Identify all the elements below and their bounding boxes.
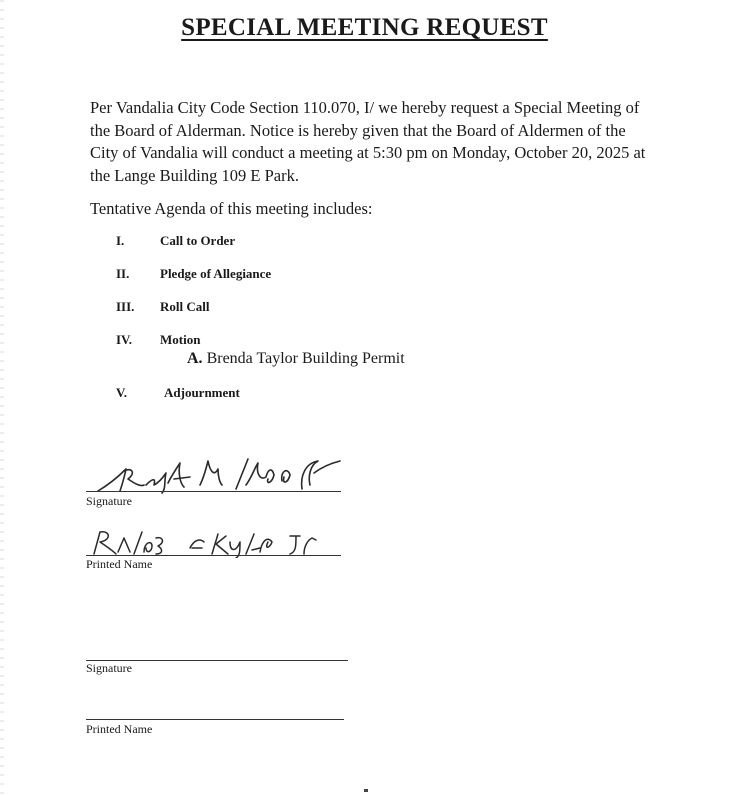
handwritten-signature bbox=[96, 455, 346, 495]
agenda-item-call-to-order bbox=[116, 233, 235, 249]
printed-name-label-2: Printed Name bbox=[86, 722, 153, 736]
agenda-number: I. bbox=[116, 233, 125, 248]
agenda-number: III. bbox=[116, 299, 135, 314]
scan-mark bbox=[364, 789, 368, 792]
scan-edge-marks bbox=[0, 0, 4, 796]
signature-label-2: Signature bbox=[86, 661, 132, 675]
agenda-item-roll-call bbox=[116, 299, 209, 315]
agenda-item-pledge bbox=[116, 266, 271, 282]
printed-name-label: Printed Name bbox=[86, 557, 153, 571]
agenda-label: Call to Order bbox=[160, 233, 236, 248]
document-title bbox=[0, 14, 729, 42]
request-paragraph: Per Vandalia City Code Section 110.070, I/ we hereby request a Special Meeting of the Board of Alderman. Notice is hereby given that the Board of Aldermen of the City of Vandalia will conduct a meeting at 5:30 pm on Monday, October 20, 2025 at the Lange Building 109 E Park. bbox=[90, 98, 646, 185]
printed-name-line-2 bbox=[86, 719, 344, 720]
agenda-number: II. bbox=[116, 266, 130, 281]
agenda-intro: Tentative Agenda of this meeting includes: bbox=[90, 199, 373, 218]
agenda-label: Adjournment bbox=[164, 385, 240, 400]
agenda-item-motion bbox=[116, 332, 200, 348]
agenda-label: Motion bbox=[160, 332, 201, 347]
agenda-number: V. bbox=[116, 385, 127, 400]
agenda-sub-text: Brenda Taylor Building Permit bbox=[206, 350, 405, 367]
printed-name-line bbox=[86, 555, 341, 556]
agenda-sub-letter: A. bbox=[187, 350, 203, 367]
agenda-number: IV. bbox=[116, 332, 133, 347]
signature-label: Signature bbox=[86, 494, 132, 508]
agenda-label: Pledge of Allegiance bbox=[160, 266, 272, 281]
agenda-label: Roll Call bbox=[160, 299, 210, 314]
handwritten-printed-name bbox=[90, 528, 340, 558]
agenda-item-adjournment bbox=[116, 385, 240, 401]
signature-line bbox=[86, 491, 341, 492]
agenda-subitem bbox=[187, 350, 405, 368]
document-title-text: SPECIAL MEETING REQUEST bbox=[181, 14, 548, 41]
